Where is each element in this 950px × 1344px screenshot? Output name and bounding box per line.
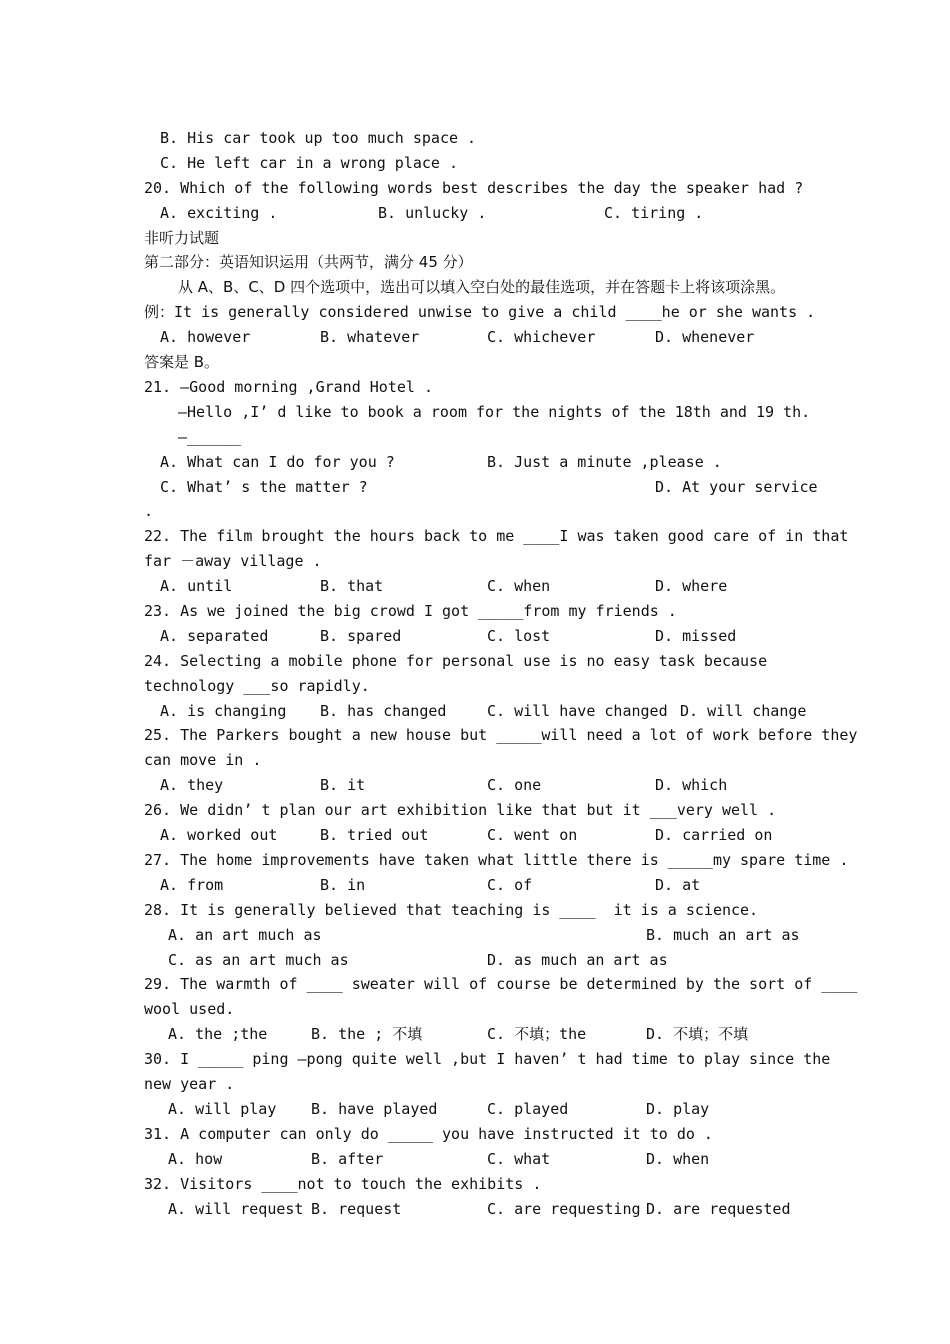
q32-option-a: A. will request (168, 1200, 304, 1218)
q28-option-b: B. much an art as (646, 926, 800, 944)
q30-line-1: 30. I _____ ping —pong quite well ,but I haven’ t had time to play since the (144, 1050, 831, 1068)
q25-option-c: C. one (487, 776, 542, 794)
q21-option-a: A. What can I do for you ? (160, 453, 395, 471)
example-option-b: B. whatever (320, 328, 420, 346)
example-answer: 答案是 B。 (144, 353, 220, 371)
q30-option-c: C. played (487, 1100, 569, 1118)
q29-option-d: D. 不填；不填 (646, 1025, 749, 1043)
q23-option-a: A. separated (160, 627, 269, 645)
q24-option-b: B. has changed (320, 702, 447, 720)
q27-option-b: B. in (320, 876, 366, 894)
q24-option-c: C. will have changed (487, 702, 668, 720)
part2-title: 第二部分：英语知识运用（共两节，满分 45 分） (144, 253, 473, 271)
q23-option-d: D. missed (655, 627, 737, 645)
q23-option-c: C. lost (487, 627, 551, 645)
q32-stem: 32. Visitors ____not to touch the exhibits . (144, 1175, 542, 1193)
q20-option-b: B. unlucky . (378, 204, 487, 222)
q24-line-2: technology ___so rapidly. (144, 677, 370, 695)
q29-line-1: 29. The warmth of ____ sweater will of course be determined by the sort of ____ (144, 975, 858, 993)
q22-option-c: C. when (487, 577, 551, 595)
q21-option-c: C. What’ s the matter ? (160, 478, 368, 496)
q31-option-a: A. how (168, 1150, 223, 1168)
q29-line-2: wool used. (144, 1000, 235, 1018)
part2-instruction: 从 A、B、C、D 四个选项中，选出可以填入空白处的最佳选项，并在答题卡上将该项涂黑。 (178, 278, 786, 296)
q23-stem: 23. As we joined the big crowd I got _____from my friends . (144, 602, 677, 620)
q27-stem: 27. The home improvements have taken what little there is _____my spare time . (144, 851, 849, 869)
q20-stem: 20. Which of the following words best describes the day the speaker had ? (144, 179, 804, 197)
q25-line-2: can move in . (144, 751, 262, 769)
q25-option-b: B. it (320, 776, 366, 794)
q25-line-1: 25. The Parkers bought a new house but _____will need a lot of work before they (144, 726, 858, 744)
q20-option-c: C. tiring . (604, 204, 704, 222)
q24-option-d: D. will change (680, 702, 807, 720)
q31-stem: 31. A computer can only do _____ you have instructed it to do . (144, 1125, 713, 1143)
q22-line-2: far －away village . (144, 552, 322, 570)
q30-line-2: new year . (144, 1075, 235, 1093)
q28-option-c: C. as an art much as (168, 951, 349, 969)
q22-option-b: B. that (320, 577, 384, 595)
example-stem: 例：It is generally considered unwise to give a child ____he or she wants . (144, 303, 816, 321)
q23-option-b: B. spared (320, 627, 402, 645)
q30-option-a: A. will play (168, 1100, 277, 1118)
non-listening-heading: 非听力试题 (144, 229, 220, 247)
q26-option-a: A. worked out (160, 826, 278, 844)
q22-option-a: A. until (160, 577, 233, 595)
q28-option-d: D. as much an art as (487, 951, 668, 969)
q21-option-d: D. At your service (655, 478, 818, 496)
q20-option-a: A. exciting . (160, 204, 278, 222)
q24-option-a: A. is changing (160, 702, 287, 720)
q25-option-a: A. they (160, 776, 224, 794)
q31-option-b: B. after (311, 1150, 384, 1168)
q27-option-c: C. of (487, 876, 533, 894)
q29-option-c: C. 不填；the (487, 1025, 587, 1043)
q21-line-1: 21. —Good morning ,Grand Hotel . (144, 378, 433, 396)
q32-option-b: B. request (311, 1200, 402, 1218)
q24-line-1: 24. Selecting a mobile phone for personal use is no easy task because (144, 652, 768, 670)
q31-option-d: D. when (646, 1150, 710, 1168)
q22-line-1: 22. The film brought the hours back to me ____I was taken good care of in that (144, 527, 849, 545)
q21-line-2: —Hello ,I’ d like to book a room for the nights of the 18th and 19 th. (178, 403, 811, 421)
q21-line-3: —______ (178, 428, 242, 446)
q22-option-d: D. where (655, 577, 728, 595)
q28-option-a: A. an art much as (168, 926, 322, 944)
q21-tail: . (144, 502, 154, 520)
example-option-c: C. whichever (487, 328, 596, 346)
q30-option-b: B. have played (311, 1100, 438, 1118)
q32-option-d: D. are requested (646, 1200, 791, 1218)
q27-option-a: A. from (160, 876, 224, 894)
q29-option-a: A. the ;the (168, 1025, 268, 1043)
q28-stem: 28. It is generally believed that teaching is ____ it is a science. (144, 901, 759, 919)
q26-option-d: D. carried on (655, 826, 773, 844)
q19-option-b: B. His car took up too much space . (160, 129, 477, 147)
q27-option-d: D. at (655, 876, 701, 894)
q19-option-c: C. He left car in a wrong place . (160, 154, 459, 172)
example-option-a: A. however (160, 328, 251, 346)
q32-option-c: C. are requesting (487, 1200, 641, 1218)
q26-option-c: C. went on (487, 826, 578, 844)
q26-option-b: B. tried out (320, 826, 429, 844)
q26-stem: 26. We didn’ t plan our art exhibition like that but it ___very well . (144, 801, 777, 819)
q25-option-d: D. which (655, 776, 728, 794)
q29-option-b: B. the ; 不填 (311, 1025, 423, 1043)
q30-option-d: D. play (646, 1100, 710, 1118)
q21-option-b: B. Just a minute ,please . (487, 453, 722, 471)
example-option-d: D. whenever (655, 328, 755, 346)
q31-option-c: C. what (487, 1150, 551, 1168)
